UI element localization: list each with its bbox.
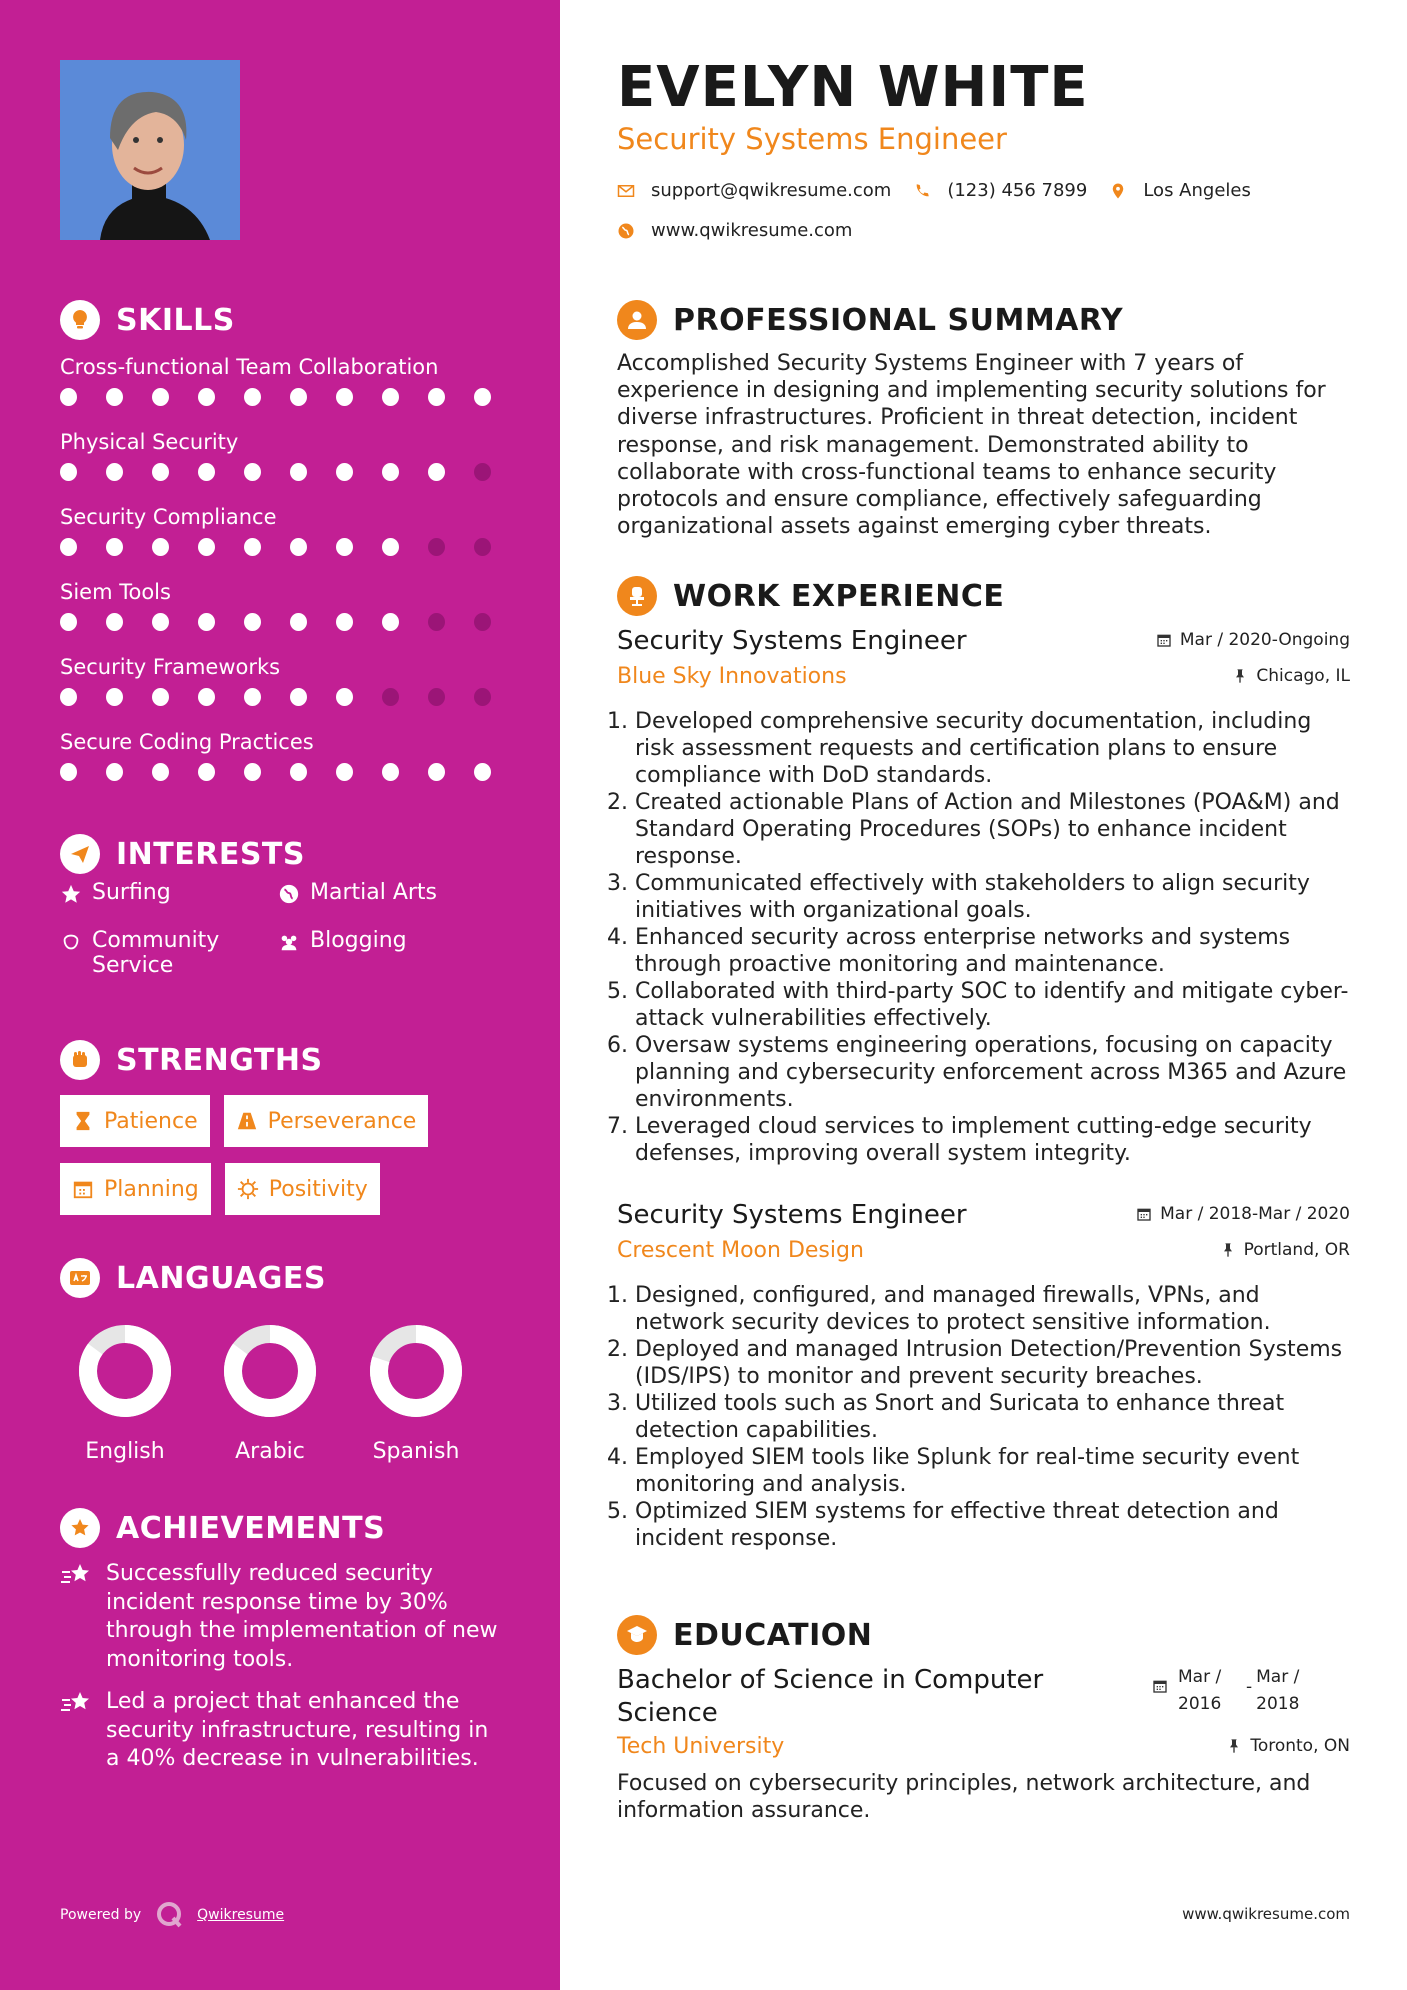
rating-dot-filled — [244, 688, 261, 706]
skill-rating — [60, 688, 520, 706]
job-bullet: 5. Collaborated with third-party SOC to identify and mitigate cyber-attack vulnerabilities effectively. — [635, 978, 1350, 1032]
skill-item — [60, 650, 520, 725]
education-degree: Bachelor of Science in Computer Science — [617, 1665, 1044, 1728]
interests-list — [60, 880, 520, 976]
skill-name: Security Frameworks — [60, 655, 281, 679]
strength-tag — [225, 1163, 380, 1215]
candidate-role: Security Systems Engineer — [617, 122, 1007, 156]
job-bullet: 2. Deployed and managed Intrusion Detection/Prevention Systems (IDS/IPS) to monitor and prevent security breaches. — [635, 1336, 1350, 1390]
rating-dot-filled — [382, 538, 399, 556]
globe-icon — [617, 222, 635, 240]
rating-dot-empty — [474, 538, 491, 556]
rating-dot-filled — [106, 388, 123, 406]
rating-dot-filled — [198, 688, 215, 706]
sun-icon — [237, 1178, 259, 1200]
rating-dot-filled — [336, 388, 353, 406]
rating-dot-filled — [106, 463, 123, 481]
job-dates-text: Mar / 2018-Mar / 2020 — [1160, 1204, 1350, 1224]
language-item — [60, 1325, 190, 1464]
road-icon — [236, 1110, 258, 1132]
rating-dot-filled — [60, 388, 77, 406]
strength-label: Positivity — [268, 1176, 368, 1202]
summary-title: PROFESSIONAL SUMMARY — [673, 302, 1124, 338]
achievements-heading — [60, 1508, 385, 1548]
skill-item — [60, 575, 520, 650]
fist-icon — [60, 1040, 100, 1080]
rating-dot-filled — [244, 388, 261, 406]
rating-dot-filled — [336, 763, 353, 781]
rating-dot-filled — [106, 538, 123, 556]
rating-dot-filled — [428, 388, 445, 406]
job-title: Security Systems Engineer — [617, 1200, 967, 1230]
achievement-text: Successfully reduced security incident response time by 30% through the implementation of new monitoring tools. — [106, 1561, 498, 1672]
rating-dot-filled — [60, 538, 77, 556]
education-date-separator: - — [1246, 1677, 1253, 1697]
experience-title: WORK EXPERIENCE — [673, 578, 1005, 614]
rating-dot-filled — [290, 763, 307, 781]
interests-heading — [60, 834, 305, 874]
rating-dot-filled — [198, 388, 215, 406]
language-gauge — [370, 1325, 462, 1417]
achievement-item — [60, 1560, 500, 1674]
strength-label: Patience — [104, 1108, 198, 1134]
strength-tag — [60, 1163, 211, 1215]
rating-dot-filled — [198, 763, 215, 781]
pushpin-icon — [1232, 668, 1248, 684]
rating-dot-filled — [198, 538, 215, 556]
hourglass-icon — [72, 1110, 94, 1132]
calendar-icon — [1152, 1678, 1168, 1694]
achievement-item — [60, 1688, 500, 1774]
achievements-list — [60, 1560, 500, 1788]
languages-title: LANGUAGES — [116, 1260, 326, 1296]
interest-label: Surfing — [92, 880, 171, 905]
interest-item — [278, 928, 496, 976]
job-company: Crescent Moon Design — [617, 1238, 864, 1263]
rating-dot-filled — [60, 763, 77, 781]
calendar-icon — [1156, 632, 1172, 648]
job-bullet: 4. Enhanced security across enterprise networks and systems through proactive monitoring and maintenance. — [635, 924, 1350, 978]
rating-dot-filled — [198, 463, 215, 481]
rating-dot-filled — [244, 538, 261, 556]
job-dates — [1156, 630, 1350, 650]
rating-dot-empty — [428, 538, 445, 556]
rating-dot-filled — [60, 688, 77, 706]
job-bullet: 1. Developed comprehensive security documentation, including risk assessment requests and certification plans to ensure compliance with DoD standards. — [635, 708, 1350, 789]
rating-dot-filled — [244, 463, 261, 481]
rating-dot-filled — [152, 613, 169, 631]
job-bullet: 7. Leveraged cloud services to implement cutting-edge security defenses, improving overall system integrity. — [635, 1113, 1350, 1167]
phone-icon — [913, 182, 931, 200]
calendar-icon — [72, 1178, 94, 1200]
strength-label: Planning — [104, 1176, 199, 1202]
job-bullets — [617, 1282, 1350, 1552]
rating-dot-filled — [290, 538, 307, 556]
rating-dot-filled — [474, 388, 491, 406]
skill-name: Siem Tools — [60, 580, 171, 604]
rating-dot-empty — [382, 688, 399, 706]
education-dates — [1152, 1664, 1324, 1718]
rating-dot-filled — [106, 613, 123, 631]
achievements-title: ACHIEVEMENTS — [116, 1510, 386, 1546]
rating-dot-filled — [152, 463, 169, 481]
education-end: Mar / 2018 — [1256, 1667, 1300, 1714]
skill-item — [60, 725, 520, 800]
star-icon — [60, 883, 82, 905]
interest-label: Blogging — [310, 928, 407, 953]
education-location-text: Toronto, ON — [1250, 1736, 1350, 1756]
skill-name: Secure Coding Practices — [60, 730, 314, 754]
education-description: Focused on cybersecurity principles, network architecture, and information assurance. — [617, 1771, 1311, 1823]
language-item — [205, 1325, 335, 1464]
sidebar — [0, 0, 560, 1990]
skill-name: Security Compliance — [60, 505, 277, 529]
interest-item — [278, 880, 496, 928]
rating-dot-empty — [474, 613, 491, 631]
rating-dot-filled — [382, 613, 399, 631]
rating-dot-filled — [382, 763, 399, 781]
email-text[interactable]: support@qwikresume.com — [651, 180, 892, 201]
powered-by — [60, 1900, 284, 1930]
job-bullet: 6. Oversaw systems engineering operations, focusing on capacity planning and cybersecurity enforcement across M365 and Azure environments. — [635, 1032, 1350, 1113]
strength-tag — [224, 1095, 429, 1147]
job-bullet: 3. Communicated effectively with stakeholders to align security initiatives with organizational goals. — [635, 870, 1350, 924]
skill-rating — [60, 613, 520, 631]
skill-name: Cross-functional Team Collaboration — [60, 355, 439, 379]
summary-heading — [617, 300, 1123, 340]
globe-icon — [278, 883, 300, 905]
strength-tag — [60, 1095, 210, 1147]
rating-dot-filled — [152, 763, 169, 781]
users-icon — [278, 931, 300, 953]
job-bullet: 4. Employed SIEM tools like Splunk for real-time security event monitoring and analysis. — [635, 1444, 1350, 1498]
job-dates — [1136, 1204, 1350, 1224]
rating-dot-filled — [336, 538, 353, 556]
rating-dot-filled — [290, 388, 307, 406]
language-icon — [60, 1258, 100, 1298]
hand-icon — [60, 931, 82, 953]
language-name: Arabic — [235, 1439, 305, 1464]
job-location — [1232, 666, 1350, 686]
education-school: Tech University — [617, 1734, 785, 1759]
chair-icon — [617, 576, 657, 616]
achievement-text: Led a project that enhanced the security infrastructure, resulting in a 40% decrease in vulnerabilities. — [106, 1689, 489, 1771]
job-dates-text: Mar / 2020-Ongoing — [1179, 630, 1350, 650]
interest-item — [60, 880, 278, 928]
rating-dot-filled — [290, 463, 307, 481]
language-name: Spanish — [372, 1439, 460, 1464]
skill-name: Physical Security — [60, 430, 239, 454]
education-title: EDUCATION — [673, 1617, 873, 1653]
skill-rating — [60, 463, 520, 481]
rating-dot-filled — [474, 763, 491, 781]
rating-dot-filled — [60, 463, 77, 481]
job-bullet: 2. Created actionable Plans of Action and Milestones (POA&M) and Standard Operating Procedures (SOPs) to enhance incident response. — [635, 789, 1350, 870]
map-marker-icon — [1109, 182, 1127, 200]
pushpin-icon — [1220, 1242, 1236, 1258]
skill-item — [60, 500, 520, 575]
rating-dot-filled — [198, 613, 215, 631]
rating-dot-filled — [60, 613, 77, 631]
job-bullets — [617, 708, 1350, 1167]
job-bullet: 5. Optimized SIEM systems for effective threat detection and incident response. — [635, 1498, 1350, 1552]
job-company: Blue Sky Innovations — [617, 664, 847, 689]
summary-text: Accomplished Security Systems Engineer with 7 years of experience in designing and implementing security solutions for diverse infrastructures. Proficient in threat detection, incident response, and risk management. Demonstrated ability to collaborate with cross-functional teams to enhance security protocols and ensure compliance, effectively safeguarding organizational assets against emerging cyber threats. — [617, 351, 1326, 540]
interest-item — [60, 928, 278, 976]
job-location — [1220, 1240, 1350, 1260]
calendar-icon — [1136, 1206, 1152, 1222]
candidate-name: EVELYN WHITE — [617, 55, 1089, 120]
rating-dot-filled — [244, 613, 261, 631]
job-bullet: 1. Designed, configured, and managed firewalls, VPNs, and network security devices to protect sensitive information. — [635, 1282, 1350, 1336]
skill-rating — [60, 538, 520, 556]
rating-dot-filled — [152, 538, 169, 556]
qwikresume-link[interactable]: Qwikresume — [197, 1907, 285, 1923]
skills-heading — [60, 300, 235, 340]
interest-label: Martial Arts — [310, 880, 438, 905]
experience-heading — [617, 576, 1004, 616]
contact-row — [617, 180, 1273, 201]
skill-item — [60, 425, 520, 500]
location-text: Los Angeles — [1143, 180, 1251, 201]
strength-label: Perseverance — [267, 1108, 417, 1134]
language-item — [351, 1325, 481, 1464]
rating-dot-filled — [336, 463, 353, 481]
rating-dot-filled — [244, 763, 261, 781]
rating-dot-filled — [428, 763, 445, 781]
skill-rating — [60, 388, 520, 406]
shooting-star-icon — [60, 1562, 94, 1590]
qwikresume-logo-icon — [155, 1900, 185, 1930]
skill-rating — [60, 763, 520, 781]
strengths-heading — [60, 1040, 323, 1080]
contact-phone — [913, 180, 1087, 201]
language-name: English — [85, 1439, 165, 1464]
skills-list — [60, 350, 520, 800]
interests-title: INTERESTS — [116, 836, 305, 872]
pushpin-icon — [1226, 1738, 1242, 1754]
rating-dot-filled — [152, 688, 169, 706]
rating-dot-empty — [474, 463, 491, 481]
rating-dot-empty — [428, 688, 445, 706]
rating-dot-filled — [382, 388, 399, 406]
skills-title: SKILLS — [116, 302, 235, 338]
rating-dot-filled — [382, 463, 399, 481]
contact-website — [617, 220, 852, 241]
strengths-list — [60, 1095, 520, 1231]
rating-dot-filled — [290, 688, 307, 706]
strengths-title: STRENGTHS — [116, 1042, 323, 1078]
language-gauge — [224, 1325, 316, 1417]
job-title: Security Systems Engineer — [617, 626, 967, 656]
skill-item — [60, 350, 520, 425]
contact-email — [617, 180, 891, 201]
rating-dot-filled — [428, 463, 445, 481]
footer-url[interactable]: www.qwikresume.com — [1182, 1905, 1350, 1923]
envelope-icon — [617, 182, 635, 200]
rating-dot-empty — [474, 688, 491, 706]
job-bullet: 3. Utilized tools such as Snort and Suricata to enhance threat detection capabilities. — [635, 1390, 1350, 1444]
rating-dot-filled — [336, 688, 353, 706]
education-start: Mar / 2016 — [1178, 1667, 1222, 1714]
shooting-star-icon — [60, 1690, 94, 1718]
contact-row-web — [617, 220, 874, 241]
lightbulb-icon — [60, 300, 100, 340]
rating-dot-filled — [106, 763, 123, 781]
language-gauge — [79, 1325, 171, 1417]
contact-location — [1109, 180, 1251, 201]
job-location-text: Chicago, IL — [1256, 666, 1350, 686]
rating-dot-empty — [428, 613, 445, 631]
rating-dot-filled — [106, 688, 123, 706]
education-location — [1226, 1736, 1350, 1756]
graduate-icon — [617, 1615, 657, 1655]
profile-photo — [60, 60, 240, 240]
interest-label: Community Service — [92, 928, 220, 978]
powered-by-label: Powered by — [60, 1907, 142, 1923]
rating-dot-filled — [152, 388, 169, 406]
website-text[interactable]: www.qwikresume.com — [651, 220, 853, 241]
job-location-text: Portland, OR — [1243, 1240, 1350, 1260]
phone-text: (123) 456 7899 — [947, 180, 1088, 201]
education-heading — [617, 1615, 872, 1655]
user-icon — [617, 300, 657, 340]
languages-heading — [60, 1258, 326, 1298]
rating-dot-filled — [336, 613, 353, 631]
rating-dot-filled — [290, 613, 307, 631]
paper-plane-icon — [60, 834, 100, 874]
award-icon — [60, 1508, 100, 1548]
